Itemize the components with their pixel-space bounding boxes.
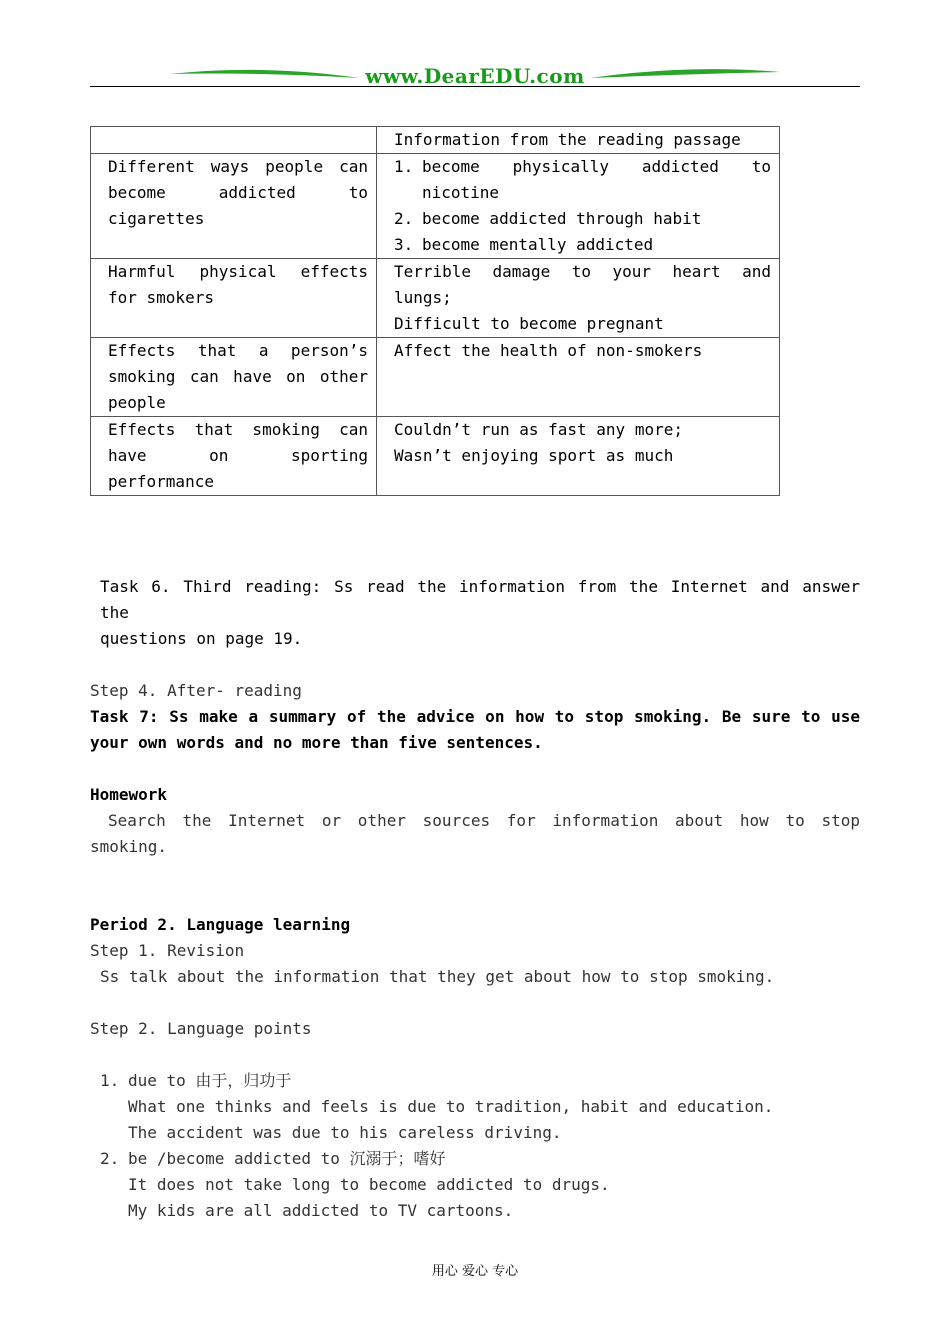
topic-line: Harmful physical effects: [108, 262, 368, 281]
homework-line: Search the Internet or other sources for information about how to stop: [108, 811, 860, 830]
language-points-list: [100, 1068, 870, 1224]
topic-line: smoking can have on other: [108, 367, 368, 386]
list-item: [394, 206, 771, 232]
list-item: [394, 154, 771, 206]
table-header-empty: [91, 127, 377, 154]
task7-line: your own words and no more than five sentences.: [90, 733, 543, 752]
list-item: [394, 232, 771, 258]
info-line: Couldn’t run as fast any more;: [394, 420, 683, 439]
step4-title: Step 4. After- reading: [90, 681, 302, 700]
page-header: [90, 60, 860, 90]
step2-title: Step 2. Language points: [90, 1019, 312, 1038]
info-line: Affect the health of non-smokers: [394, 341, 703, 360]
point-heading: be /become addicted to 沉溺于；嗜好: [128, 1149, 446, 1168]
topic-line: have on sporting: [108, 446, 368, 465]
example-sentence: My kids are all addicted to TV cartoons.: [128, 1201, 514, 1220]
topic-line: become addicted to: [108, 183, 368, 202]
task7-line: Task 7: Ss make a summary of the advice on how to stop smoking. Be sure to use: [90, 707, 860, 726]
info-line: Terrible damage to your heart and: [394, 262, 771, 281]
topic-line: cigarettes: [108, 209, 205, 228]
topic-cell: [91, 259, 377, 338]
homework-paragraph: [90, 808, 860, 860]
page-footer: 用心 爱心 专心: [431, 1264, 519, 1279]
list-number: 1.: [394, 157, 414, 176]
step1-title: Step 1. Revision: [90, 941, 245, 960]
topic-line: performance: [108, 472, 214, 491]
list-item: [100, 1068, 870, 1094]
task6-line: questions on page 19.: [100, 629, 303, 648]
topic-cell: [91, 154, 377, 259]
example-sentence: It does not take long to become addicted to drugs.: [128, 1175, 610, 1194]
table-row: [91, 338, 780, 417]
topic-cell: [91, 338, 377, 417]
info-table: [90, 126, 780, 496]
topic-line: people: [108, 393, 166, 412]
list-text: become mentally addicted: [422, 235, 654, 254]
list-number: 3.: [394, 235, 414, 254]
point-heading: due to 由于，归功于: [128, 1071, 292, 1090]
homework-title: Homework: [90, 785, 168, 804]
task7-paragraph: [90, 704, 860, 756]
site-logo: www.DearEDU.com: [365, 64, 585, 88]
info-cell: [377, 417, 780, 496]
topic-line: Effects that smoking can: [108, 420, 368, 439]
topic-line: for smokers: [108, 288, 214, 307]
list-number: 2.: [100, 1149, 120, 1168]
step1-text: Ss talk about the information that they get about how to stop smoking.: [100, 967, 775, 986]
table-header-cell: Information from the reading passage: [377, 127, 780, 154]
homework-line: smoking.: [90, 837, 168, 856]
info-cell: [377, 259, 780, 338]
table-row: [91, 259, 780, 338]
period2-title: Period 2. Language learning: [90, 915, 351, 934]
example-sentence: The accident was due to his careless driving.: [128, 1123, 562, 1142]
list-text: become physically addicted to nicotine: [422, 157, 771, 202]
topic-line: Different ways people can: [108, 157, 368, 176]
info-line: Difficult to become pregnant: [394, 314, 664, 333]
info-cell: [377, 338, 780, 417]
topic-cell: [91, 417, 377, 496]
list-number: 1.: [100, 1071, 120, 1090]
info-cell: [377, 154, 780, 259]
task6-paragraph: [100, 574, 860, 652]
list-text: become addicted through habit: [422, 209, 702, 228]
topic-line: Effects that a person’s: [108, 341, 368, 360]
table-row: [91, 154, 780, 259]
info-line: Wasn’t enjoying sport as much: [394, 446, 674, 465]
info-line: lungs;: [394, 288, 452, 307]
table-row: [91, 417, 780, 496]
header-rule: [90, 86, 860, 87]
example-sentence: What one thinks and feels is due to tradition, habit and education.: [128, 1097, 774, 1116]
task6-line: Task 6. Third reading: Ss read the information from the Internet and answer the: [100, 577, 860, 622]
list-item: [100, 1146, 870, 1172]
list-number: 2.: [394, 209, 414, 228]
table-header-row: [91, 127, 780, 154]
